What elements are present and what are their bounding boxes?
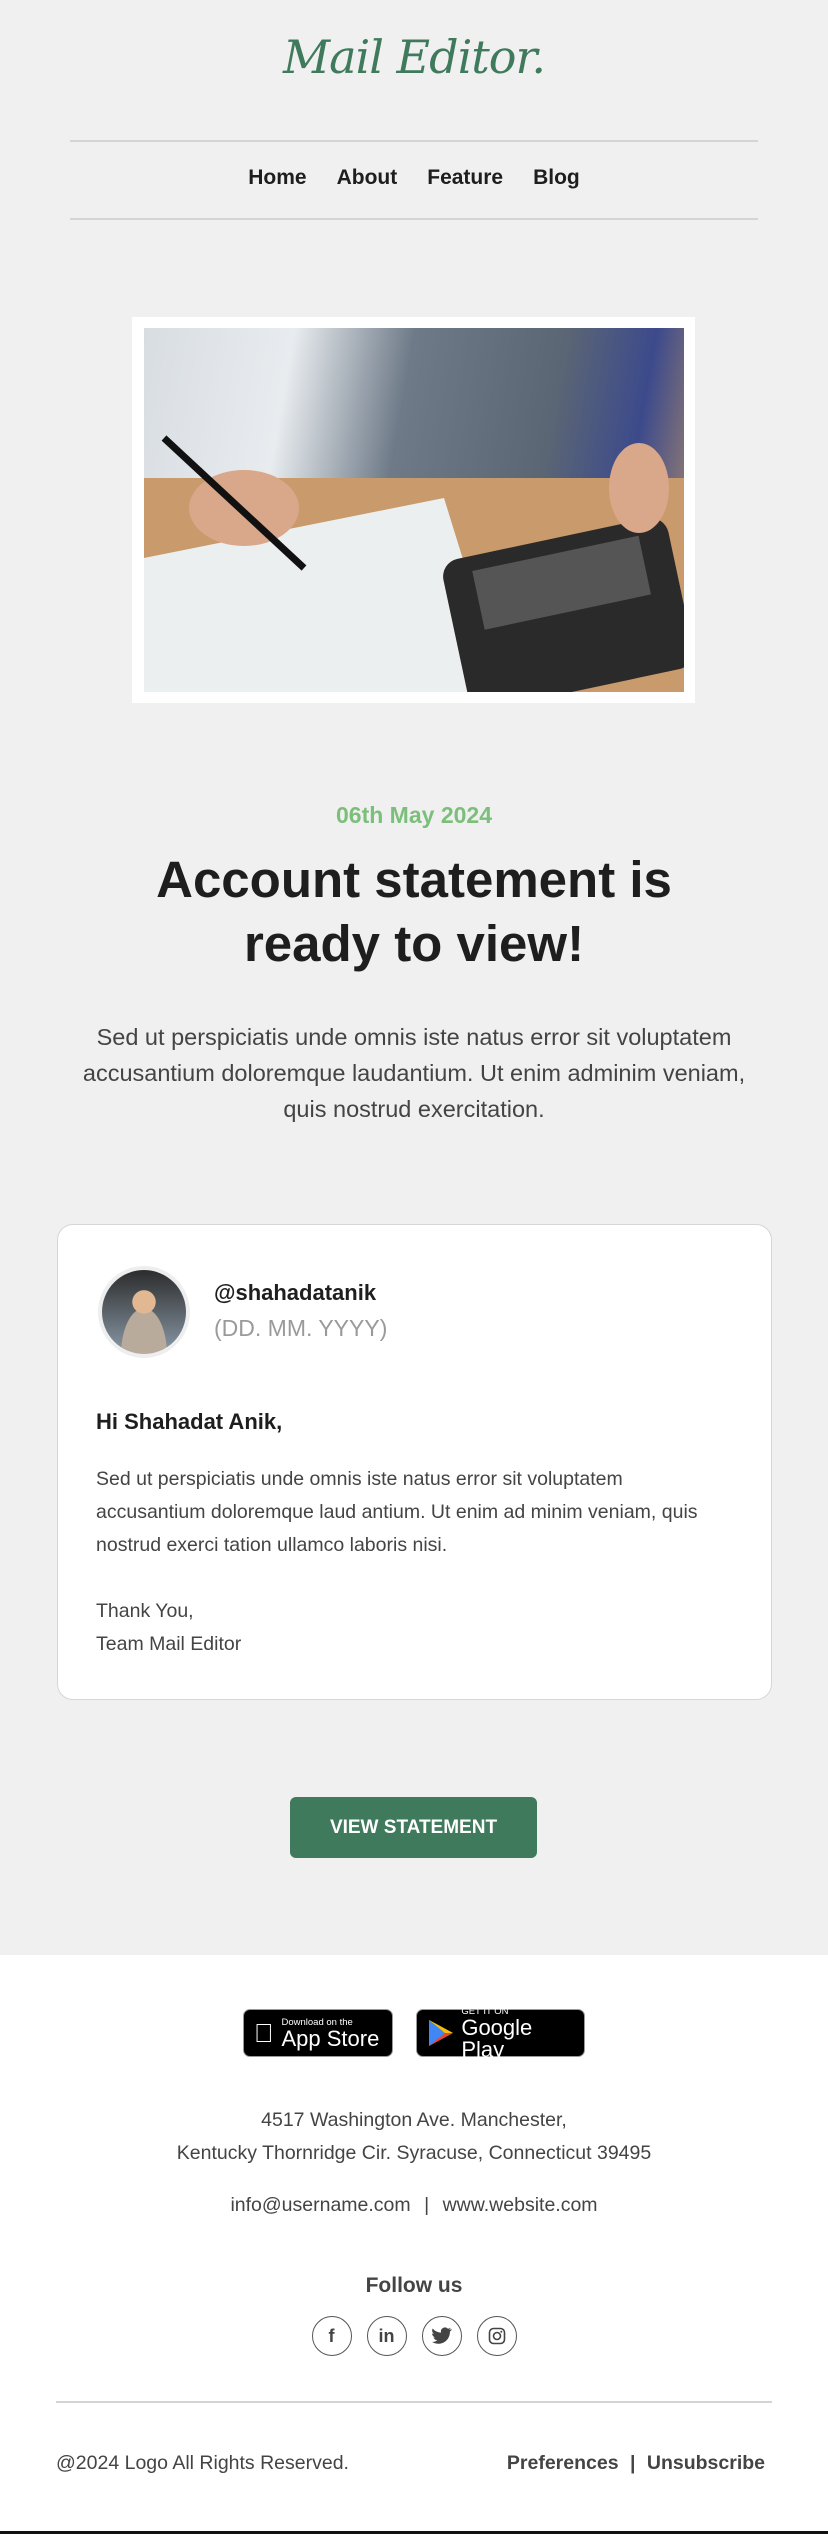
unsubscribe-link[interactable]: Unsubscribe — [646, 2452, 765, 2474]
website-link[interactable]: www.website.com — [442, 2194, 598, 2216]
footer-links — [507, 2452, 765, 2475]
title-line: ready to view! — [243, 915, 585, 972]
social-links — [0, 2316, 828, 2356]
twitter-icon[interactable] — [422, 2316, 462, 2356]
google-play-icon — [427, 2018, 453, 2048]
contact-line — [0, 2194, 828, 2217]
badge-big-text: Google Play — [461, 2014, 533, 2062]
nav-home[interactable]: Home — [248, 166, 307, 189]
main-nav — [0, 166, 828, 190]
apple-icon — [254, 2018, 274, 2049]
instagram-icon[interactable] — [477, 2316, 517, 2356]
separator: | — [424, 2194, 430, 2216]
nav-feature[interactable]: Feature — [427, 166, 504, 189]
preferences-link[interactable]: Preferences — [506, 2452, 619, 2474]
greeting: Hi Shahadat Anik, — [96, 1409, 283, 1434]
divider — [70, 218, 758, 220]
footer — [0, 1955, 828, 2534]
footer-divider — [56, 2401, 772, 2403]
page-title — [0, 848, 828, 976]
title-line: Account statement is — [156, 851, 672, 908]
message-body: Sed ut perspiciatis unde omnis iste natus error sit voluptatem accusantium doloremque laud antium. Ut enim ad minim veniam, quis nostrud exerci tation ullamco laboris nisi. — [96, 1468, 698, 1556]
sign-off — [96, 1595, 241, 1661]
thanks-text: Thank You, — [96, 1600, 194, 1622]
intro-paragraph: Sed ut perspiciatis unde omnis iste natus error sit voluptatem accusantium doloremque laudantium. Ut enim adminim veniam, quis nostrud exercitation. — [82, 1024, 746, 1122]
badge-small-text: GET IT ON — [461, 2005, 509, 2017]
signature: Team Mail Editor — [96, 1633, 242, 1655]
badge-big-text: App Store — [262, 2025, 360, 2051]
calculator-photo-illustration — [144, 328, 684, 692]
nav-blog[interactable]: Blog — [533, 166, 580, 189]
follow-us-heading: Follow us — [365, 2274, 463, 2297]
address-line: 4517 Washington Ave. Manchester, — [261, 2109, 567, 2131]
date-placeholder: (DD. MM. YYYY) — [214, 1315, 388, 1341]
copyright: @2024 Logo All Rights Reserved. — [56, 2452, 349, 2474]
statement-date: 06th May 2024 — [336, 802, 492, 828]
google-play-badge[interactable] — [416, 2005, 585, 2062]
address-line: Kentucky Thornridge Cir. Syracuse, Connecticut 39495 — [176, 2142, 652, 2164]
divider — [70, 140, 758, 142]
badge-small-text: Download on the — [262, 2016, 334, 2028]
linkedin-icon[interactable]: in — [367, 2316, 407, 2356]
email-link[interactable]: info@username.com — [230, 2194, 411, 2216]
nav-about[interactable]: About — [336, 166, 398, 189]
logo: Mail Editor. — [282, 30, 546, 84]
username: @shahadatanik — [214, 1280, 377, 1305]
app-store-badge[interactable] — [243, 2009, 393, 2057]
hero-image — [144, 328, 684, 692]
avatar — [98, 1266, 190, 1358]
view-statement-button[interactable]: VIEW STATEMENT — [290, 1797, 537, 1858]
address — [0, 2104, 828, 2170]
separator: | — [629, 2452, 636, 2474]
facebook-icon[interactable]: f — [312, 2316, 352, 2356]
